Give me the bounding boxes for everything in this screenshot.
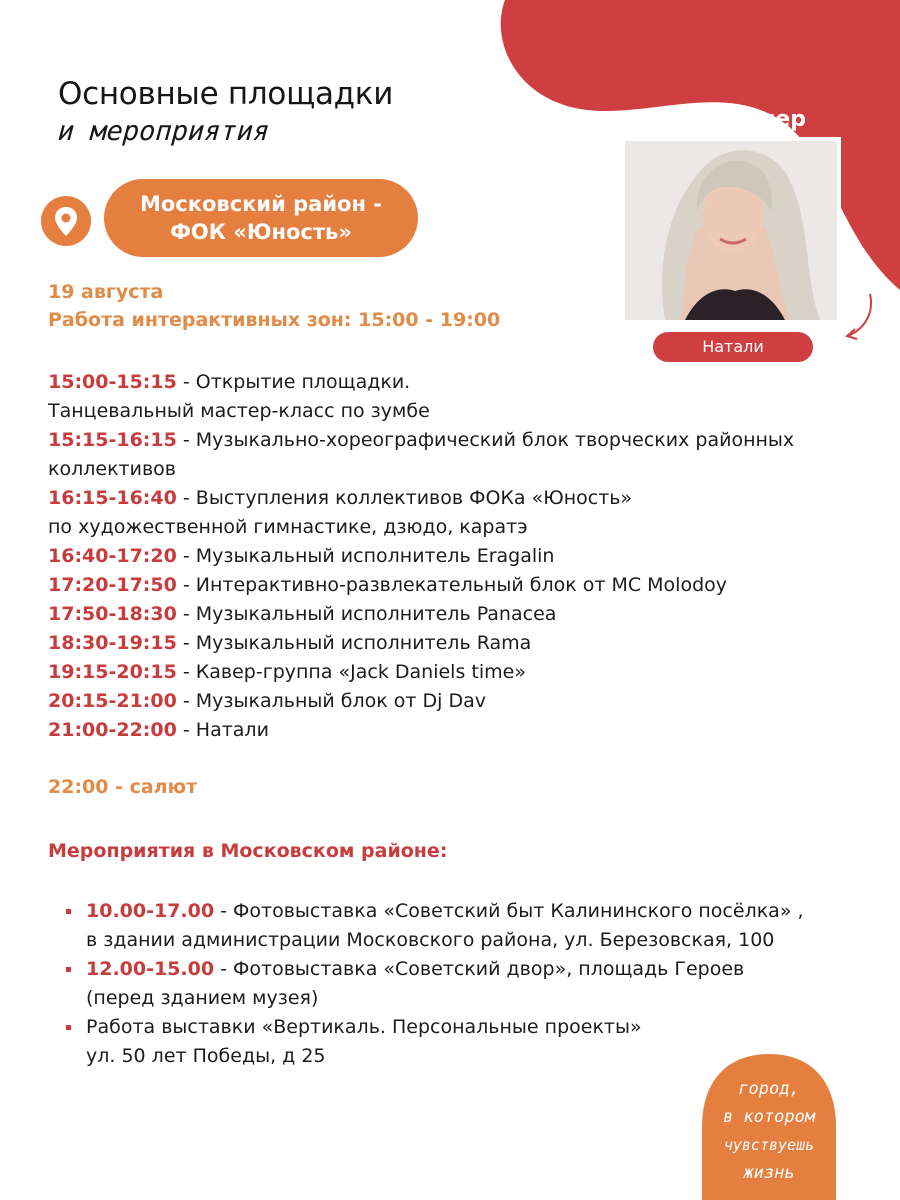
bullet-icon (66, 967, 71, 972)
schedule-time: 17:20-17:50 (48, 574, 177, 596)
page-title: Основные площадки (58, 76, 394, 112)
page-subtitle: и мероприятия (56, 116, 271, 147)
schedule-time: 19:15-20:15 (48, 661, 177, 683)
schedule-item (48, 426, 878, 455)
venue-badge (104, 179, 418, 257)
event-time: 12.00-15.00 (86, 958, 215, 980)
schedule-time: 16:15-16:40 (48, 487, 177, 509)
stamp-line-4: жизнь (743, 1163, 795, 1183)
schedule-item (48, 368, 878, 397)
schedule-text: - Выступления коллективов ФОКа «Юность» (176, 487, 633, 509)
stamp-line-2: в котором (722, 1107, 816, 1127)
schedule-item-continuation: Танцевальный мастер-класс по зумбе (48, 400, 430, 422)
headliner-name-badge: Натали (653, 332, 813, 362)
fireworks-time: 22:00 - салют (48, 776, 198, 798)
schedule-item (48, 716, 878, 745)
venue-line-1: Московский район - (139, 192, 383, 216)
stamp-line-3: чувствуешь (723, 1136, 815, 1154)
event-text-continuation: в здании администрации Московского района, ул. Березовская, 100 (86, 929, 775, 951)
schedule-item (48, 542, 878, 571)
schedule-text: - Музыкальный блок от Dj Dav (176, 690, 486, 712)
schedule-item (48, 484, 878, 513)
schedule-item (48, 600, 878, 629)
schedule-text: - Музыкальный исполнитель Eragalin (176, 545, 555, 567)
stamp-line-1: город, (738, 1079, 800, 1099)
schedule-text: - Интерактивно-развлекательный блок от MC Molodoy (176, 574, 728, 596)
schedule-time: 15:00-15:15 (48, 371, 177, 393)
schedule-time: 21:00-22:00 (48, 719, 177, 741)
interactive-zones-time: Работа интерактивных зон: 15:00 - 19:00 (48, 309, 501, 331)
event-time: 10.00-17.00 (86, 900, 215, 922)
schedule-list (48, 368, 878, 745)
schedule-time: 18:30-19:15 (48, 632, 177, 654)
schedule-item (48, 629, 878, 658)
venue-line-2: ФОК «Юность» (170, 220, 352, 244)
schedule-item (48, 687, 878, 716)
schedule-time: 15:15-16:15 (48, 429, 177, 451)
schedule-item-continuation: по художественной гимнастике, дзюдо, каратэ (48, 516, 528, 538)
event-date: 19 августа (48, 281, 164, 303)
event-text-continuation: ул. 50 лет Победы, д 25 (86, 1045, 326, 1067)
headliner-label: Хедлайнер (664, 107, 806, 132)
list-item (66, 955, 876, 1013)
bullet-icon (66, 1025, 71, 1030)
schedule-time: 20:15-21:00 (48, 690, 177, 712)
location-pin-icon (40, 195, 92, 247)
event-text: Работа выставки «Вертикаль. Персональные проекты» (86, 1016, 642, 1038)
list-item (66, 897, 876, 955)
schedule-text: - Кавер-группа «Jack Daniels time» (176, 661, 526, 683)
event-text-continuation: (перед зданием музея) (86, 987, 319, 1009)
schedule-item (48, 571, 878, 600)
schedule-text: - Музыкальный исполнитель Panacea (176, 603, 557, 625)
curved-arrow-icon (830, 290, 890, 350)
event-text: - Фотовыставка «Советский двор», площадь Героев (214, 958, 745, 980)
headliner-photo (625, 141, 837, 320)
schedule-text: - Открытие площадки. (176, 371, 411, 393)
schedule-item-continuation: коллективов (48, 458, 176, 480)
events-list (66, 897, 876, 1071)
events-section-title: Мероприятия в Московском районе: (48, 840, 448, 862)
bullet-icon (66, 909, 71, 914)
schedule-text: - Музыкальный исполнитель Rama (176, 632, 532, 654)
schedule-time: 17:50-18:30 (48, 603, 177, 625)
headliner-photo-frame (621, 137, 841, 324)
slogan-stamp (700, 1052, 838, 1200)
schedule-time: 16:40-17:20 (48, 545, 177, 567)
schedule-text: - Натали (176, 719, 269, 741)
schedule-text: - Музыкально-хореографический блок творческих районных (176, 429, 795, 451)
event-text: - Фотовыставка «Советский быт Калининского посёлка» , (214, 900, 804, 922)
schedule-item (48, 658, 878, 687)
